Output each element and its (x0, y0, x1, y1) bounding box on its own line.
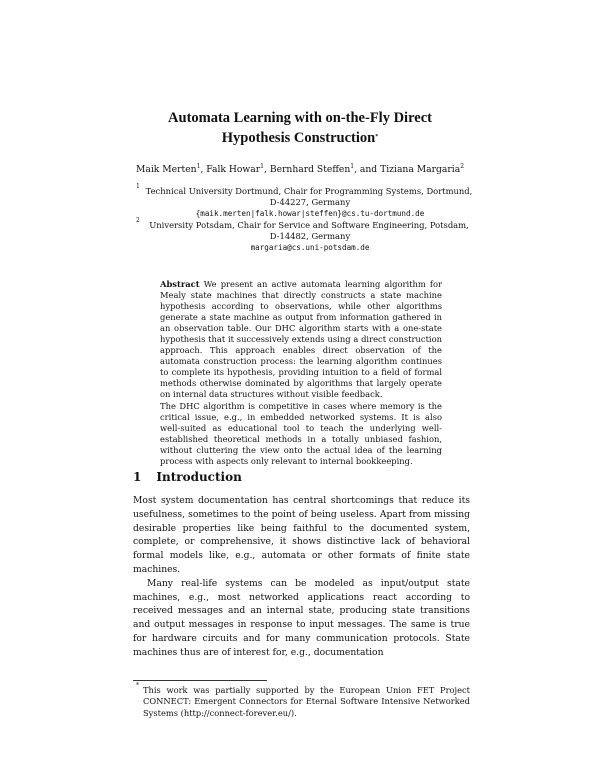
author-name: Falk Howar (206, 164, 261, 175)
footnote (133, 682, 470, 719)
author-affiliation-mark: 2 (460, 163, 465, 170)
author-name: Tiziana Margaria (380, 164, 461, 175)
affiliation-email: margaria@cs.uni-potsdam.de (250, 243, 370, 253)
affiliation-line: D-14482, Germany (269, 231, 351, 242)
affiliation-line: University Potsdam, Chair for Service and Software Engineering, Potsdam, (149, 220, 469, 230)
author-affiliation-mark: 1 (196, 163, 201, 170)
author-and: , and (354, 164, 381, 175)
intro-paragraph-2: Many real-life systems can be modeled as input/output state machines, e.g., most networked applications react according to received messages and an internal state, producing state transitions and output messages in response to input messages. The same is true for hardware circuits and for many communication protocols. State machines thus are of interest for, e.g., documentation (133, 577, 470, 658)
title-line-2 (0, 128, 600, 148)
title-line-1: Automata Learning with on-the-Fly Direct (168, 110, 432, 126)
affiliation-line: Technical University Dortmund, Chair for Programming Systems, Dortmund, (145, 186, 473, 196)
author-name: Bernhard Steffen (269, 164, 351, 175)
section-title: Introduction (156, 470, 242, 484)
affiliation-2 (136, 217, 480, 254)
author-affiliation-mark: 1 (260, 163, 264, 170)
abstract-label: Abstract (160, 279, 200, 289)
abstract-paragraph-1: We present an active automata learning algorithm for Mealy state machines that directly constructs a state machine hypothesis according to observations, while other algorithms generate a state machine as output from information gathered in an observation table. Our DHC algorithm starts with a one-state hypothesis that it successively extends using a direct construction approach. This approach enables direct observation of the automata construction process: the learning algorithm continues to complete its hypothesis, providing intuition to a field of formal methods otherwise dominated by algorithms that largely operate on internal data structures without visible feedback. (160, 279, 442, 400)
affiliation-email: {maik.merten|falk.howar|steffen}@cs.tu-dortmund.de (195, 209, 425, 219)
paper-title (0, 108, 600, 148)
intro-paragraph-1: Most system documentation has central shortcomings that reduce its usefulness, sometimes to the point of being useless. Apart from missing desirable properties like being faithful to the documented system, complete, or comprehensive, it shows distinctive lack of behavioral formal models like, e.g., automata or other formats of finite state machines. (133, 495, 470, 575)
introduction-body (133, 494, 470, 660)
affiliation-number: 1 (136, 183, 140, 190)
footnote-mark: * (136, 682, 139, 689)
title-line-2-text: Hypothesis Construction (221, 130, 376, 146)
author-list (0, 164, 600, 176)
author-separator: , (200, 164, 207, 175)
footnote-text: This work was partially supported by the European Union FET Project CONNECT: Emergent Connectors for Eternal Software Intensive Networked Systems (http://connect-forever.eu/). (143, 685, 470, 718)
affiliation-line: D-44227, Germany (269, 197, 351, 208)
abstract (160, 279, 442, 467)
author-affiliation-mark: 1 (350, 163, 355, 170)
author-name: Maik Merten (135, 164, 197, 175)
affiliation-number: 2 (136, 217, 140, 224)
footnote-rule (133, 680, 267, 681)
author-separator: , (264, 164, 270, 175)
title-footnote-mark: * (375, 134, 379, 140)
section-number: 1 (133, 470, 142, 484)
abstract-paragraph-2: The DHC algorithm is competitive in cases where memory is the critical issue, e.g., in embedded networked systems. It is also well-suited as educational tool to teach the underlying well-established theoretical methods in a totally unbiased fashion, without cluttering the view onto the actual idea of the learning process with aspects only relevant to internal bookkeeping. (160, 400, 442, 466)
affiliation-1 (136, 183, 480, 220)
section-heading (133, 470, 242, 484)
